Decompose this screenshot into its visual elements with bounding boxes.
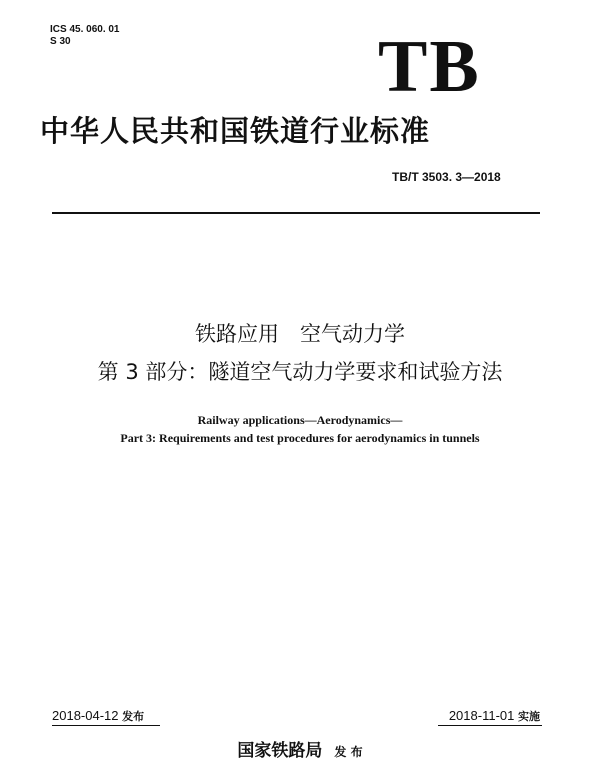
tb-logo: TB bbox=[378, 26, 481, 108]
ics-code: ICS 45. 060. 01 bbox=[50, 24, 120, 35]
issue-date: 2018-04-12 bbox=[52, 708, 119, 723]
standard-number: TB/T 3503. 3—2018 bbox=[392, 170, 501, 184]
publisher-line bbox=[0, 740, 600, 763]
document-title-line2: 第 3 部分：隧道空气动力学要求和试验方法 bbox=[97, 360, 503, 384]
effective-date: 2018-11-01 bbox=[448, 708, 515, 723]
english-title-line1: Railway applications—Aerodynamics— bbox=[197, 413, 403, 427]
header-divider bbox=[52, 212, 540, 214]
english-title-line2: Part 3: Requirements and test procedures for aerodynamics in tunnels bbox=[120, 431, 480, 445]
issue-date-block bbox=[52, 708, 144, 725]
issue-label: 发布 bbox=[122, 711, 145, 723]
effective-date-block bbox=[449, 708, 540, 725]
effective-date-underline bbox=[438, 725, 542, 726]
ccs-code: S 30 bbox=[50, 36, 71, 47]
issue-date-underline bbox=[52, 725, 160, 726]
organization-title: 中华人民共和国铁道行业标准 bbox=[40, 114, 431, 148]
document-title-line1: 铁路应用 空气动力学 bbox=[195, 322, 405, 346]
effective-label: 实施 bbox=[518, 711, 540, 723]
publisher-action: 发 布 bbox=[334, 745, 363, 759]
classification-codes bbox=[50, 24, 120, 48]
publisher-name: 国家铁路局 bbox=[237, 741, 323, 761]
